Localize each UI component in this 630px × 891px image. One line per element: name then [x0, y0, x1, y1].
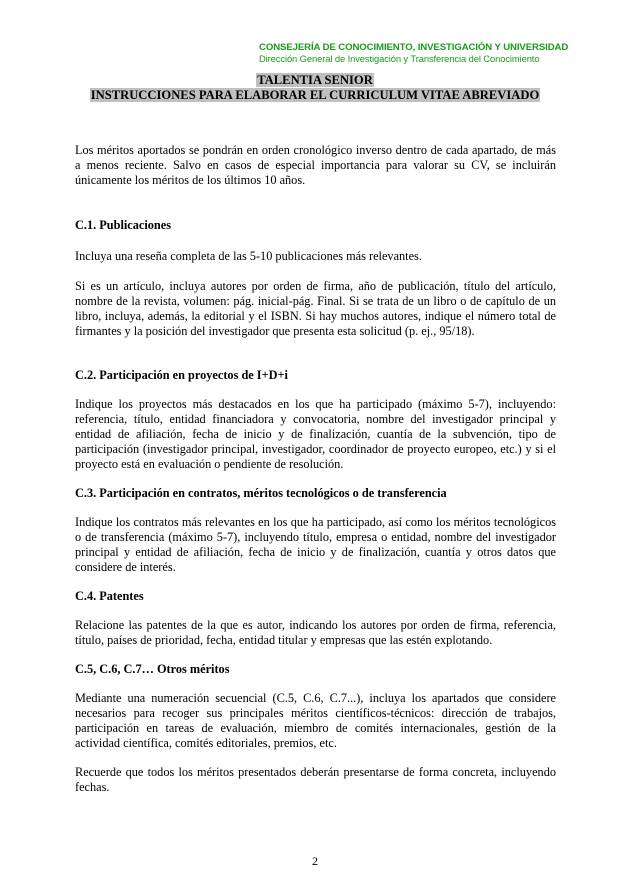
section-paragraph: Mediante una numeración secuencial (C.5, C.6, C.7...), incluya los apartados que considere necesarios para recoger sus principales méritos científicos-técnicos: dirección de trabajos, participación en tareas de evaluación, miembro de comités internacionales, gestión de la actividad científica, comités editoriales, premios, etc. — [75, 691, 556, 750]
organization-header — [259, 42, 579, 64]
section-paragraph: Indique los contratos más relevantes en los que ha participado, así como los méritos tecnológicos o de transferencia (máximo 5-7), incluyendo título, empresa o entidad, nombre del investigador principal y entidad de afiliación, fecha de inicio y de finalización, cuantía y otros datos que considere de interés. — [75, 515, 556, 574]
section-heading-c3: C.3. Participación en contratos, méritos tecnológicos o de transferencia — [75, 486, 447, 500]
section-paragraph: Indique los proyectos más destacados en los que ha participado (máximo 5-7), incluyendo: referencia, título, entidad financiadora y convocatoria, nombre del investigador principal y entidad de afiliación, fecha de inicio y de finalización, cuantía de la subvención, tipo de participación (investigador principal, investigador, coordinador de proyecto europeo, etc.) y si el proyecto está en evaluación o pendiente de resolución. — [75, 397, 556, 471]
organization-name: CONSEJERÍA DE CONOCIMIENTO, INVESTIGACIÓN Y UNIVERSIDAD — [259, 42, 569, 53]
intro-paragraph: Los méritos aportados se pondrán en orden cronológico inverso dentro de cada apartado, de más a menos reciente. Salvo en casos de especial importancia para valorar su CV, se incluirán únicamente los méritos de los últimos 10 años. — [75, 143, 556, 187]
section-heading-c2: C.2. Participación en proyectos de I+D+i — [75, 368, 288, 382]
document-title: INSTRUCCIONES PARA ELABORAR EL CURRICULUM VITAE ABREVIADO — [90, 87, 540, 102]
section-heading-c5-c7: C.5, C.6, C.7… Otros méritos — [75, 662, 230, 676]
program-title: TALENTIA SENIOR — [257, 73, 373, 87]
section-paragraph: Si es un artículo, incluya autores por orden de firma, año de publicación, título del artículo, nombre de la revista, volumen: pág. inicial-pág. Final. Si se trata de un libro o de capítulo de un libro, incluya, además, la editorial y el ISBN. Si hay muchos autores, indique el número total de firmantes y la posición del investigador que presenta esta solicitud (p. ej., 95/18). — [75, 279, 556, 338]
document-titles — [0, 73, 630, 102]
section-paragraph: Incluya una reseña completa de las 5-10 publicaciones más relevantes. — [75, 249, 422, 263]
document-body — [75, 143, 556, 795]
page-number: 2 — [312, 854, 318, 868]
section-paragraph: Relacione las patentes de la que es autor, indicando los autores por orden de firma, referencia, título, países de prioridad, fecha, entidad titular y empresas que las estén explotando. — [75, 618, 556, 647]
directorate-name: Dirección General de Investigación y Transferencia del Conocimiento — [259, 53, 540, 64]
section-paragraph: Recuerde que todos los méritos presentados deberán presentarse de forma concreta, incluyendo fechas. — [75, 765, 556, 794]
section-heading-c1: C.1. Publicaciones — [75, 218, 171, 232]
section-heading-c4: C.4. Patentes — [75, 589, 144, 603]
